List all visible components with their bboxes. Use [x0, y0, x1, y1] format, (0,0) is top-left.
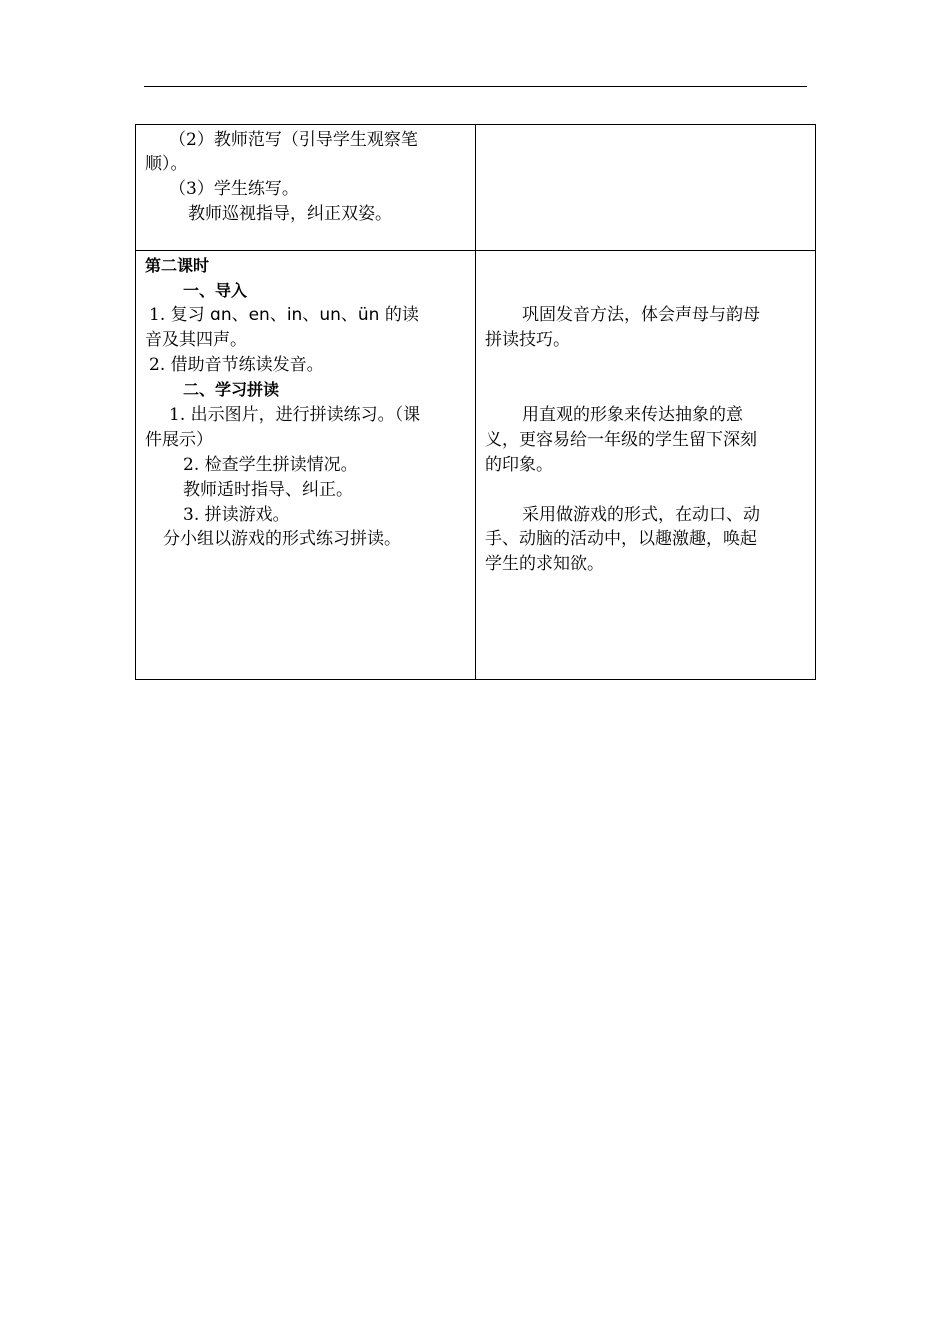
list-item: 1. 出示图片，进行拼读练习。（课	[169, 405, 421, 425]
section-heading: 一、导入	[183, 281, 248, 300]
header-rule	[144, 86, 807, 87]
lesson-plan-table	[135, 124, 816, 680]
list-item: 1. 复习 ɑn、en、in、un、ün 的读	[149, 305, 419, 325]
text-line: 用直观的形象来传达抽象的意	[522, 405, 743, 425]
text-line: 音及其四声。	[145, 330, 247, 350]
pinyin-finals: ɑn、en、in、un、ün	[210, 305, 380, 325]
text-line: （3）学生练写。	[169, 179, 299, 199]
text-line: 分小组以游戏的形式练习拼读。	[163, 529, 401, 549]
text-line: 学生的求知欲。	[485, 554, 604, 574]
section-heading: 二、学习拼读	[183, 380, 280, 399]
lesson-title: 第二课时	[145, 256, 210, 275]
rationale-cell	[476, 251, 815, 679]
procedure-cell	[136, 125, 476, 250]
list-item: 2. 借助音节练读发音。	[149, 355, 324, 375]
text-line: （2）教师范写（引导学生观察笔	[169, 130, 418, 150]
text-line: 教师适时指导、纠正。	[183, 480, 353, 500]
text-line: 巩固发音方法，体会声母与韵母	[522, 305, 760, 325]
text-line: 手、动脑的活动中，以趣激趣，唤起	[485, 529, 757, 549]
text-line: 义，更容易给一年级的学生留下深刻	[485, 430, 757, 450]
list-item: 3. 拼读游戏。	[183, 505, 290, 525]
table-row	[136, 125, 815, 250]
text-line: 教师巡视指导，纠正双姿。	[188, 204, 392, 224]
text-line: 的印象。	[485, 455, 553, 475]
text-line: 采用做游戏的形式，在动口、动	[522, 505, 760, 525]
text-line: 件展示）	[145, 430, 213, 450]
list-item: 2. 检查学生拼读情况。	[183, 455, 358, 475]
table-row	[136, 250, 815, 679]
procedure-cell	[136, 251, 476, 679]
text-line: 顺）。	[145, 154, 188, 174]
rationale-cell	[476, 125, 815, 250]
text-line: 拼读技巧。	[485, 330, 570, 350]
